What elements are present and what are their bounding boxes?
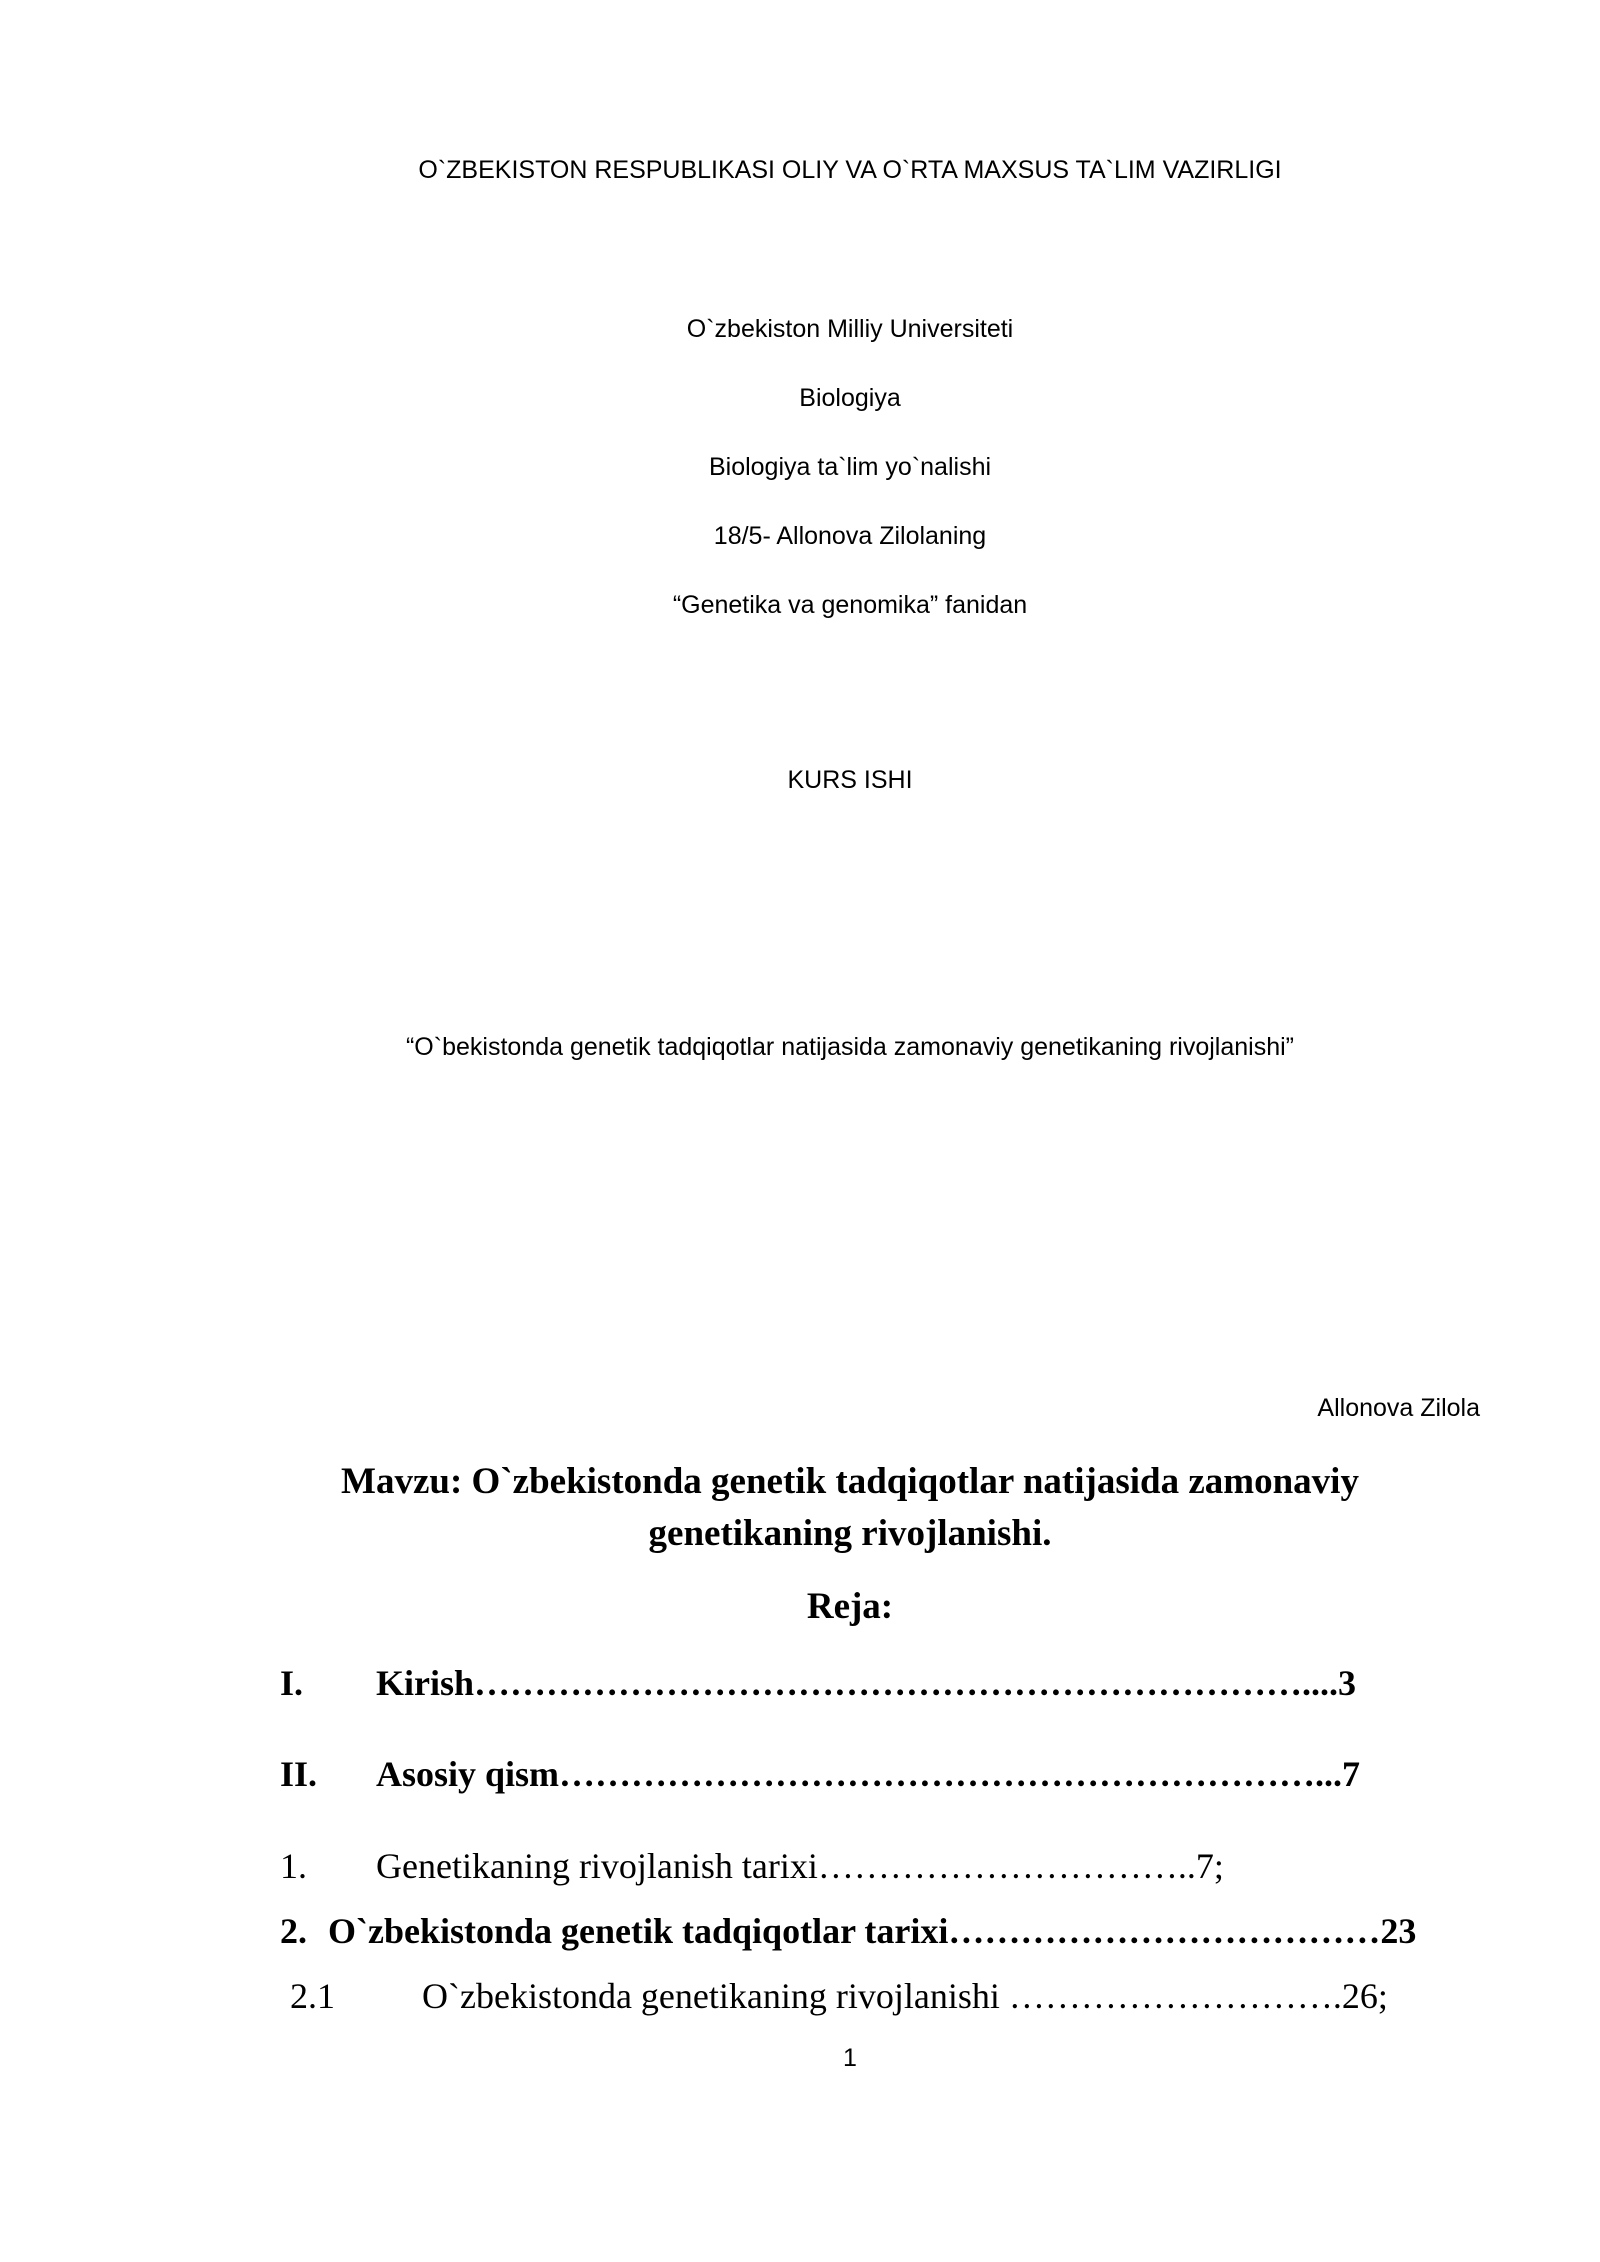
toc-entry-kirish: Kirish……………………………………………………………....3 — [376, 1663, 1357, 1703]
work-type: KURS ISHI — [787, 766, 913, 794]
toc-entry-genetika-rivojlanishi: O`zbekistonda genetikaning rivojlanishi ……………………….26; — [422, 1976, 1388, 2016]
course-work-topic: “O`bekistonda genetik tadqiqotlar natijasida zamonaviy genetikaning rivojlanishi” — [405, 1033, 1294, 1061]
direction-name: Biologiya ta`lim yo`nalishi — [708, 453, 992, 481]
toc-number: 1. — [280, 1846, 307, 1886]
student-line: 18/5- Allonova Zilolaning — [713, 522, 987, 550]
author-name: Allonova Zilola — [1317, 1394, 1480, 1422]
faculty-name: Biologiya — [799, 384, 901, 412]
ministry-title: O`ZBEKISTON RESPUBLIKASI OLIY VA O`RTA MAXSUS TA`LIM VAZIRLIGI — [418, 156, 1282, 184]
toc-entry-tadqiqotlar-tarixi: O`zbekistonda genetik tadqiqotlar tarixi………………………………23 — [328, 1911, 1417, 1951]
toc-number: 2.1 — [290, 1976, 335, 2016]
toc-number: II. — [280, 1754, 318, 1794]
page-number: 1 — [843, 2044, 857, 2072]
university-name: O`zbekiston Milliy Universiteti — [686, 315, 1014, 343]
toc-entry-asosiy-qism: Asosiy qism………………………………………………………...7 — [376, 1754, 1361, 1794]
toc-entry-genetika-tarixi: Genetikaning rivojlanish tarixi…………………………..7; — [376, 1846, 1224, 1886]
reja-heading: Reja: — [806, 1586, 894, 1627]
toc-number: I. — [280, 1663, 304, 1703]
mavzu-heading: Mavzu: O`zbekistonda genetik tadqiqotlar natijasida zamonaviy genetikaning rivojlanishi. — [341, 1461, 1359, 1554]
toc-number: 2. — [280, 1911, 307, 1951]
subject-line: “Genetika va genomika” fanidan — [672, 591, 1028, 619]
